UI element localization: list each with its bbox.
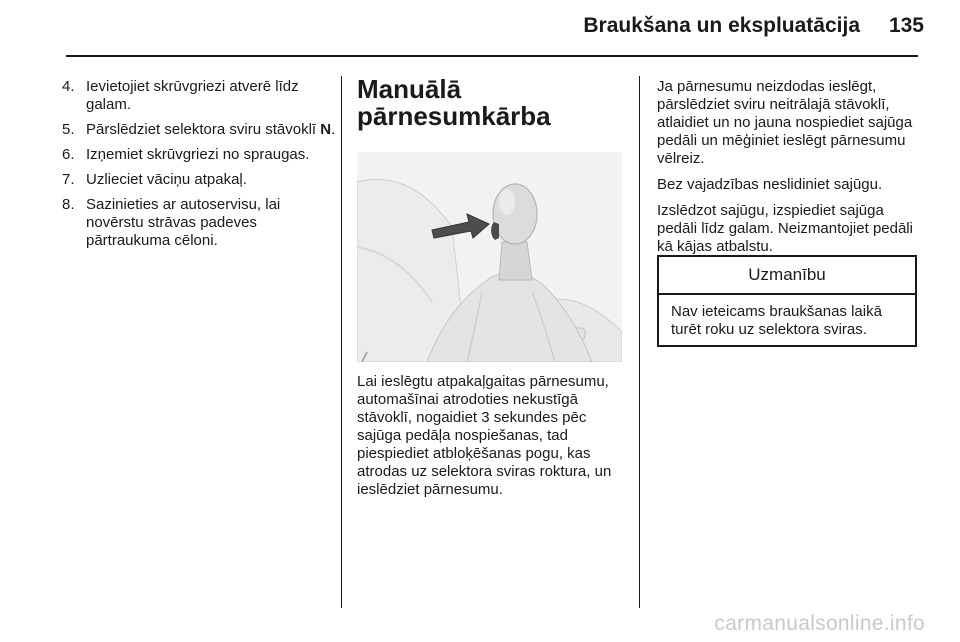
gear-shift-lever-illustration: [357, 152, 622, 362]
column-divider-left: [341, 76, 342, 608]
watermark: carmanualsonline.info: [714, 612, 925, 635]
paragraph: Ja pārnesumu neizdodas ieslēgt, pārslēdziet sviru neitrālajā stāvoklī, atlaidiet un no jauna nospiediet sajūga pedāli un mēģiniet ieslēgt pārnesumu vēlreiz.: [657, 78, 913, 167]
step-text: Pārslēdziet selektora sviru stāvoklī: [86, 121, 321, 138]
gear-position-label: N: [320, 121, 332, 138]
list-item: [62, 171, 336, 189]
section-title-line1: Manuālā: [357, 74, 462, 104]
step-number: 5.: [62, 121, 75, 138]
step-text: Sazinieties ar autoservisu, lai novērstu strāvas padeves pārtraukuma cēloni.: [86, 196, 281, 249]
paragraph: Bez vajadzības neslidiniet sajūgu.: [657, 176, 883, 193]
section-heading: [357, 76, 625, 130]
step-number: 4.: [62, 78, 75, 95]
page-number: 135: [888, 14, 924, 37]
step-number: 6.: [62, 146, 75, 163]
paragraph: Izslēdzot sajūgu, izspiediet sajūga pedāli līdz galam. Neizmantojiet pedāli kā kājas atbalstu.: [657, 202, 913, 255]
header-rule: [66, 55, 918, 57]
step-text: Uzlieciet vāciņu atpakaļ.: [86, 171, 247, 188]
section-title: [357, 76, 625, 130]
column-divider-right: [639, 76, 640, 608]
section-title-line2: pārnesumkārba: [357, 101, 551, 131]
list-item: [62, 78, 336, 114]
step-text-end: .: [331, 121, 336, 138]
caution-heading: Uzmanību: [659, 257, 915, 295]
right-column-text: [657, 78, 919, 264]
step-number: 7.: [62, 171, 75, 188]
step-text: Ievietojiet skrūvgriezi atverē līdz galam.: [86, 78, 299, 113]
reverse-gear-instructions: Lai ieslēgtu atpakaļgaitas pārnesumu, automašīnai atrodoties nekustīgā stāvoklī, nogaidiet 3 sekundes pēc sajūga pedāļa nospiešanas, tad piespiediet atbloķēšanas pogu, kas atrodas uz selektora sviras roktura, un ieslēdziet pārnesumu.: [357, 373, 612, 498]
steps-list: [62, 78, 336, 257]
list-item: [62, 121, 336, 139]
caution-text: Nav ieteicams braukšanas laikā turēt roku uz selektora sviras.: [671, 303, 882, 338]
step-number: 8.: [62, 196, 75, 213]
list-item: [62, 196, 336, 250]
list-item: [62, 146, 336, 164]
caution-box: [657, 255, 917, 347]
running-header-title: Braukšana un ekspluatācija: [583, 14, 860, 37]
step-text: Izņemiet skrūvgriezi no spraugas.: [86, 146, 310, 163]
